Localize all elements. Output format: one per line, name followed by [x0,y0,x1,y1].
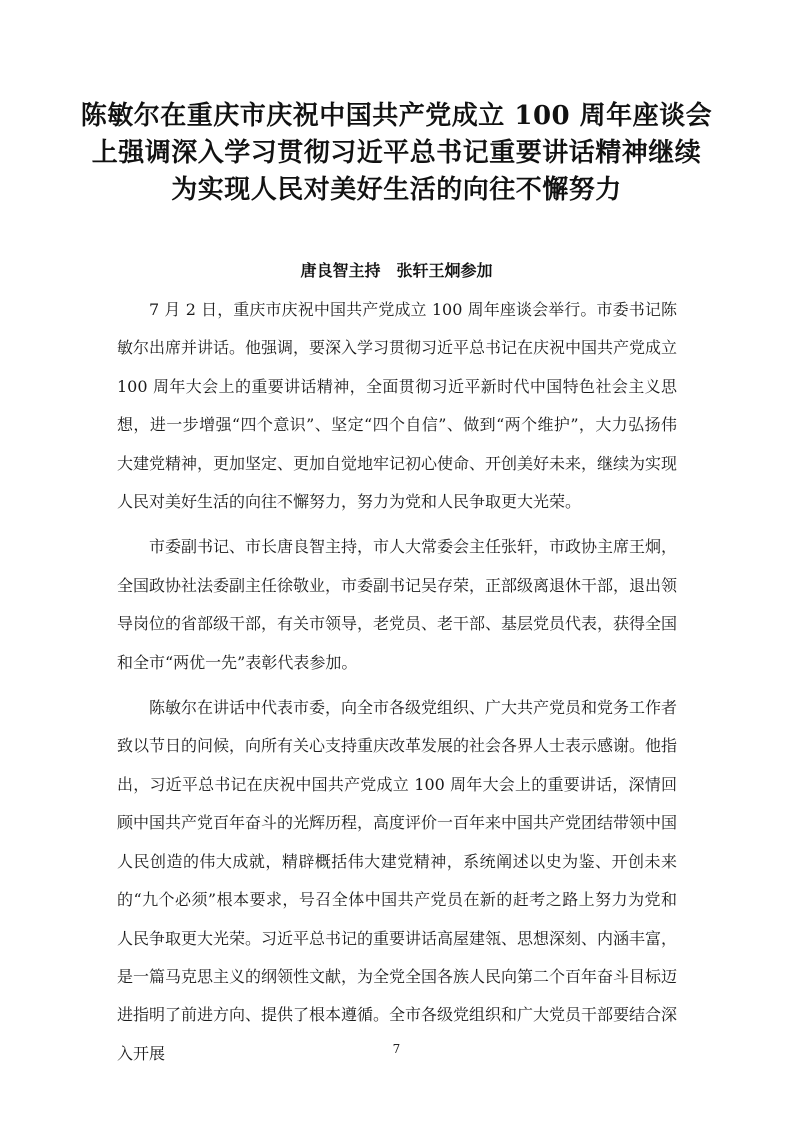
article-title [60,98,733,209]
article-body [117,291,677,1080]
paragraph: 市委副书记、市长唐良智主持，市人大常委会主任张轩，市政协主席王炯，全国政协社法委副主任徐敬业，市委副书记吴存荣，正部级离退休干部，退出领导岗位的省部级干部，有关市领导，老党员、老干部、基层党员代表，获得全国和全市“两优一先”表彰代表参加。 [117,537,678,672]
paragraph: 7 月 2 日，重庆市庆祝中国共产党成立 100 周年座谈会举行。市委书记陈敏尔出席并讲话。他强调，要深入学习贯彻习近平总书记在庆祝中国共产党成立 100 周年大会上的重要讲话精神，全面贯彻习近平新时代中国特色社会主义思想，进一步增强“四个意识”、坚定“四个自信”、做到“两个维护”，大力弘扬伟大建党精神，更加坚定、更加自觉地牢记初心使命、开创美好未来，继续为实现人民对美好生活的向往不懈努力，努力为党和人民争取更大光荣。 [117,300,678,512]
title-line: 陈敏尔在重庆市庆祝中国共产党成立 100 周年座谈会 [80,101,713,131]
byline-host: 唐良智主持 [300,261,381,280]
byline [60,259,733,283]
title-line: 为实现人民对美好生活的向往不懈努力 [171,175,622,205]
byline-attendees: 张轩王炯参加 [396,261,493,280]
page-number: 7 [392,1042,401,1056]
title-line: 上强调深入学习贯彻习近平总书记重要讲话精神继续 [91,138,702,168]
paragraph: 陈敏尔在讲话中代表市委，向全市各级党组织、广大共产党员和党务工作者致以节日的问候，向所有关心支持重庆改革发展的社会各界人士表示感谢。他指出，习近平总书记在庆祝中国共产党成立 100 周年大会上的重要讲话，深情回顾中国共产党百年奋斗的光辉历程，高度评价一百年来中国共产党团结带领中国人民创造的伟大成就，精辟概括伟大建党精神，系统阐述以史为鉴、开创未来的“九个必须”根本要求，号召全体中国共产党员在新的赶考之路上努力为党和人民争取更大光荣。习近平总书记的重要讲话高屋建瓴、思想深刻、内涵丰富，是一篇马克思主义的纲领性文献，为全党全国各族人民向第二个百年奋斗目标迈进指明了前进方向、提供了根本遵循。全市各级党组织和广大党员干部要结合深入开展 [117,698,678,1063]
